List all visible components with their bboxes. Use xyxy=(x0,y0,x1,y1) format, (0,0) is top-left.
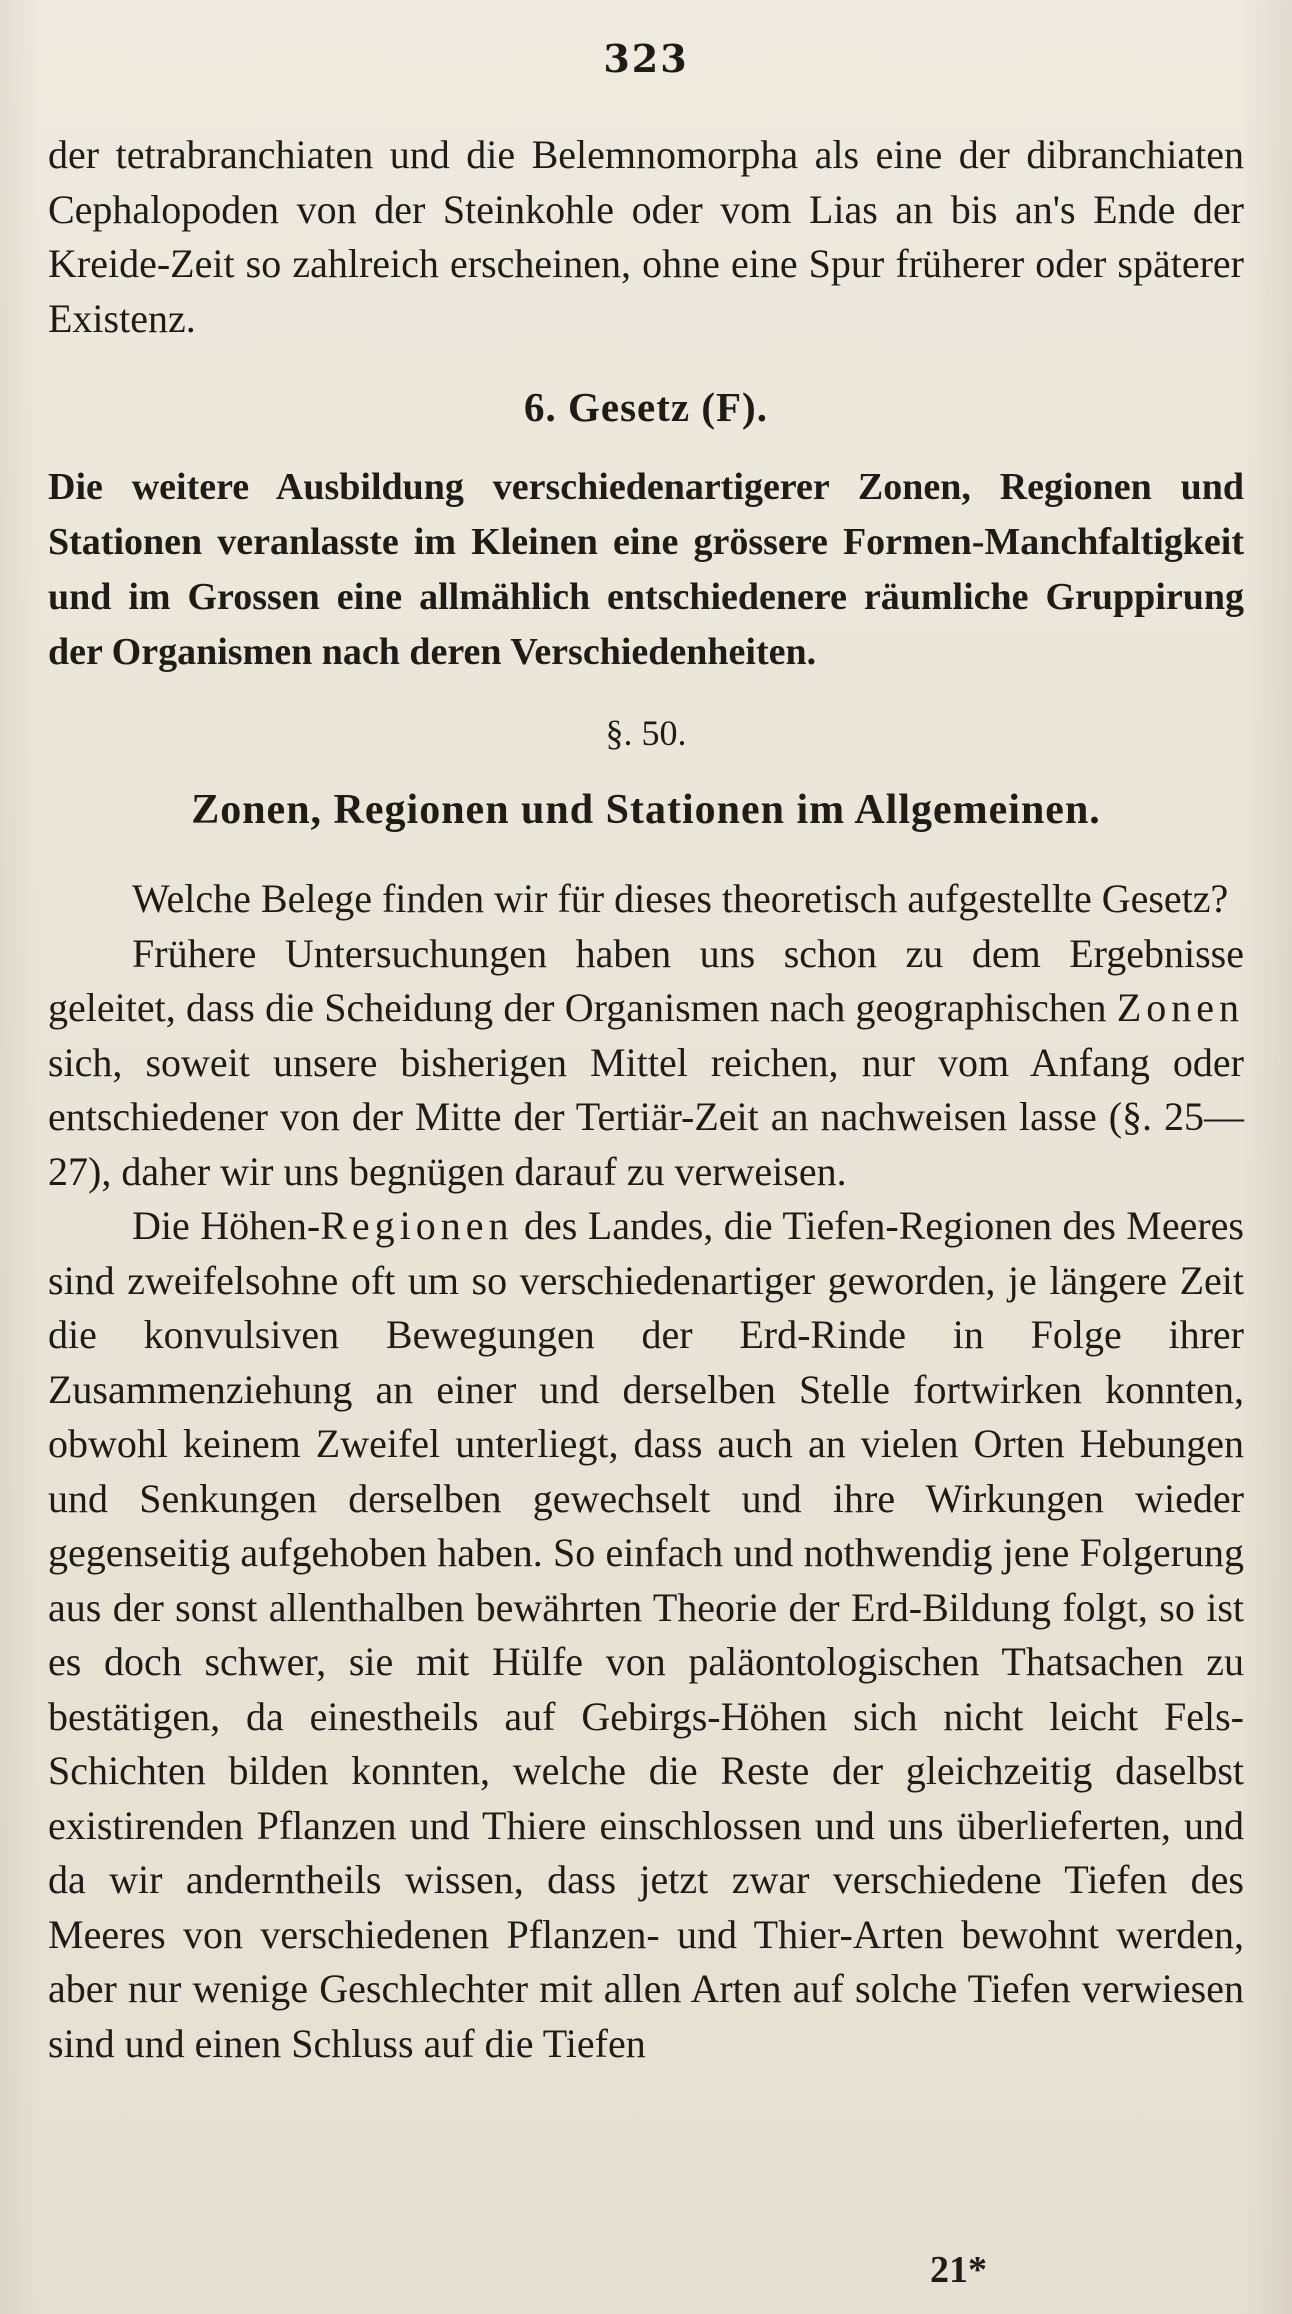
law-body: Die weitere Ausbildung verschiedenartigerer Zonen, Regionen und Stationen veranlasste im Kleinen eine grössere Formen-Manchfaltigkeit und im Grossen eine allmählich entschiedenere räumliche Gruppirung der Organismen nach deren Verschiedenheiten. xyxy=(48,466,1244,673)
paragraph-heights-before: Die Höhen- xyxy=(132,1203,321,1248)
body-text xyxy=(48,872,1244,2071)
term-regionen: Regionen xyxy=(320,1203,514,1248)
paragraph-intro-text: der tetrabranchiaten und die Belemnomorpha als eine der dibranchiaten Cephalopoden von der Steinkohle oder vom Lias an bis an's Ende der Kreide-Zeit so zahlreich erscheinen, ohne eine Spur früherer oder späterer Existenz. xyxy=(48,132,1244,341)
paragraph-earlier-before: Frühere Untersuchungen haben uns schon zu dem Ergebnisse geleitet, dass die Scheidung der Organismen nach geographischen xyxy=(48,930,1244,1030)
section-number: §. 50. xyxy=(605,713,687,753)
paragraph-intro xyxy=(48,128,1244,346)
law-heading: 6. Gesetz (F). xyxy=(524,384,768,430)
term-zonen: Zonen xyxy=(1116,985,1244,1030)
paragraph-question: Welche Belege finden wir für dieses theoretisch aufgestellte Gesetz? xyxy=(132,876,1229,921)
paragraph-earlier-after: sich, soweit unsere bisherigen Mittel reichen, nur vom Anfang oder entschiedener von der Mitte der Tertiär-Zeit an nachweisen lasse (§. 25—27), daher wir uns begnügen darauf zu verweisen. xyxy=(48,1039,1244,1194)
page-number: 323 xyxy=(603,36,689,81)
paragraph-heights xyxy=(48,1199,1244,2071)
paragraph-earlier-studies xyxy=(48,927,1244,1200)
paragraph-heights-after: des Landes, die Tiefen-Regionen des Meeres sind zweifelsohne oft um so verschiedenartiger geworden, je längere Zeit die konvulsiven Bewegungen der Erd-Rinde in Folge ihrer Zusammenziehung an einer und derselben Stelle fortwirken konnten, obwohl keinem Zweifel unterliegt, dass auch an vielen Orten Hebungen und Senkungen derselben gewechselt und ihre Wirkungen wieder gegenseitig aufgehoben haben. So einfach und nothwendig jene Folgerung aus der sonst allenthalben bewährten Theorie der Erd-Bildung folgt, so ist es doch schwer, sie mit Hülfe von paläontologischen Thatsachen zu bestätigen, da einestheils auf Gebirgs-Höhen sich nicht leicht Fels-Schichten bilden konnten, welche die Reste der gleichzeitig daselbst existirenden Pflanzen und Thiere einschlossen und uns überlieferten, und da wir anderntheils wissen, dass jetzt zwar verschiedene Tiefen des Meeres von verschiedenen Pflanzen- und Thier-Arten bewohnt werden, aber nur wenige Geschlechter mit allen Arten auf solche Tiefen verwiesen sind und einen Schluss auf die Tiefen xyxy=(48,1203,1244,2066)
signature-mark: 21* xyxy=(930,2249,987,2291)
section-title: Zonen, Regionen und Stationen im Allgemeinen. xyxy=(191,787,1101,833)
